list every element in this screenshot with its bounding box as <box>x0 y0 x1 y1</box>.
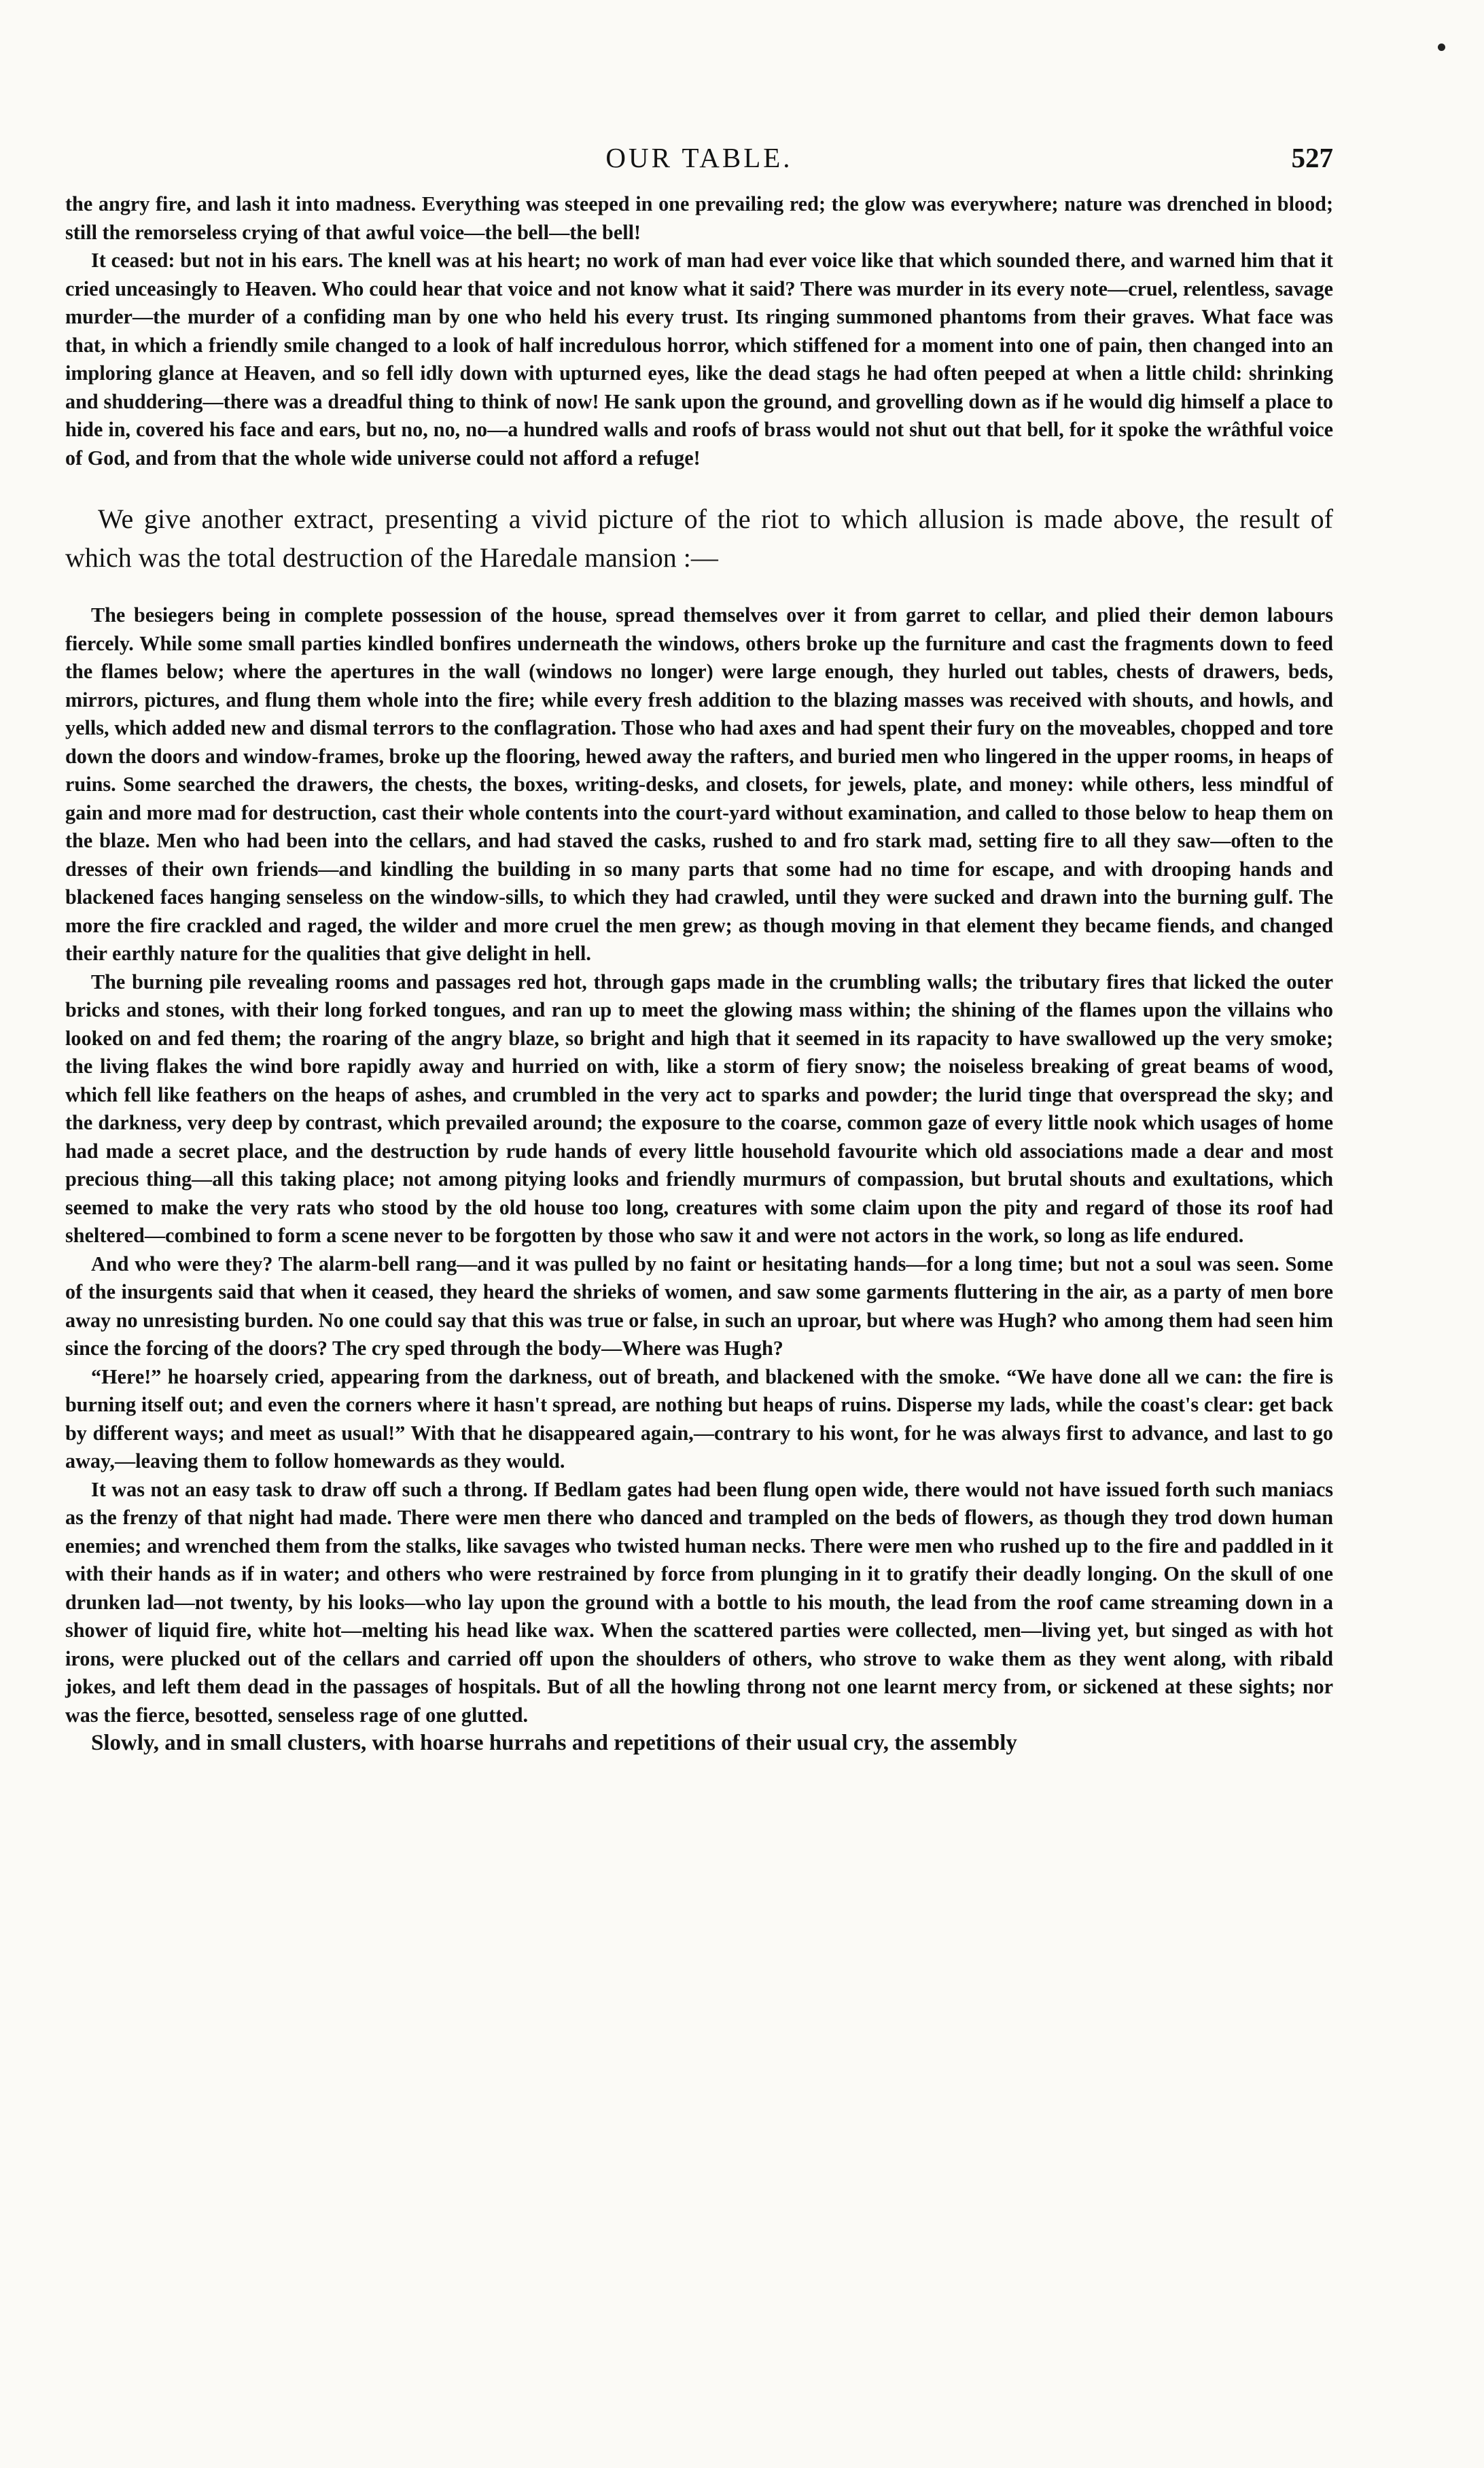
excerpt-one <box>65 190 1333 472</box>
ink-speck <box>1438 43 1445 51</box>
running-head: OUR TABLE. <box>605 142 793 173</box>
page-header <box>65 133 1333 190</box>
excerpt-two-paragraph: It was not an easy task to draw off such a throng. If Bedlam gates had been flung open wide, there would not have issued forth such maniacs as the frenzy of that night had made. There were men there who danced and trampled on the beds of flowers, as though they trod down human enemies; and wrenched them from the stalks, like savages who twisted human necks. There were men who rushed up to the fire and paddled in it with their hands as if in water; and others who were restrained by force from plunging in it to gratify their deadly longing. On the skull of one drunken lad—not twenty, by his looks—who lay upon the ground with a bottle to his mouth, the lead from the roof came streaming down in a shower of liquid fire, white hot—melting his head like wax. When the scattered parties were collected, men—living yet, but singed as with hot irons, were plucked out of the cellars and carried off upon the shoulders of others, who strove to wake them as they went along, with ribald jokes, and left them dead in the passages of hospitals. But of all the howling throng not one learnt mercy from, or sickened at these sights; nor was the fierce, besotted, senseless rage of one glutted. <box>65 1477 1333 1727</box>
excerpt-two-paragraph: The burning pile revealing rooms and passages red hot, through gaps made in the crumbling walls; the tributary fires that licked the outer bricks and stones, with their long forked tongues, and ran up to meet the glowing mass within; the shining of the flames upon the villains who looked on and fed them; the roaring of the angry blaze, so bright and high that it seemed in its rapacity to have swallowed up the very smoke; the living flakes the wind bore rapidly away and hurried on with, like a storm of fiery snow; the noiseless breaking of great beams of wood, which fell like feathers on the heaps of ashes, and crumbled in the very act to sparks and powder; the lurid tinge that overspread the sky; and the darkness, very deep by contrast, which prevailed around; the exposure to the coarse, common gaze of every little nook which usages of home had made a secret place, and the destruction by rude hands of every little household favourite which old associations made a dear and most precious thing—all this taking place; not among pitying looks and friendly murmurs of compassion, but brutal shouts and exultations, which seemed to make the very rats who stood by the old house too long, creatures with some claim upon the pity and regard of those its roof had sheltered—combined to form a scene never to be forgotten by those who saw it and were not actors in the work, so long as life endured. <box>65 970 1333 1247</box>
excerpt-one-paragraph: It ceased: but not in his ears. The knell was at his heart; no work of man had ever voice like that which sounded there, and warned him that it cried unceasingly to Heaven. Who could hear that voice and not know what it said? There was murder in its every note—cruel, relentless, savage murder—the murder of a confiding man by one who held his every trust. Its ringing summoned phantoms from their graves. What face was that, in which a friendly smile changed to a look of half incredulous horror, which stiffened for a moment into one of pain, then changed into an imploring glance at Heaven, and so fell idly down with upturned eyes, like the dead stags he had often peeped at when a little child: shrinking and shuddering—there was a dreadful thing to think of now! He sank upon the ground, and grovelling down as if he would dig himself a place to hide in, covered his face and ears, but no, no, no—a hundred walls and roofs of brass would not shut out that bell, for it spoke the wrâthful voice of God, and from that the whole wide universe could not afford a refuge! <box>65 249 1333 470</box>
excerpt-two-paragraph: And who were they? The alarm-bell rang—and it was pulled by no faint or hesitating hands—for a long time; but not a soul was seen. Some of the insurgents said that when it ceased, they heard the shrieks of women, and saw some garments fluttering in the air, as a party of men bore away no unresisting burden. No one could say that this was true or false, in such an uproar, but where was Hugh? who among them had seen him since the forcing of the doors? The cry sped through the body—Where was Hugh? <box>65 1252 1333 1360</box>
excerpt-two-paragraph: “Here!” he hoarsely cried, appearing from the darkness, out of breath, and blackened with the smoke. “We have done all we can: the fire is burning itself out; and even the corners where it hasn't spread, are nothing but heaps of ruins. Disperse my lads, while the coast's clear: get back by different ways; and meet as usual!” With that he disappeared again,—contrary to his wont, for he was always first to advance, and last to go away,—leaving them to follow homewards as they would. <box>65 1364 1333 1473</box>
excerpt-two-paragraph: The besiegers being in complete possession of the house, spread themselves over it from garret to cellar, and plied their demon labours fiercely. While some small parties kindled bonfires underneath the windows, others broke up the furniture and cast the fragments down to feed the flames below; where the apertures in the wall (windows no longer) were large enough, they hurled out tables, chests of drawers, beds, mirrors, pictures, and flung them whole into the fire; while every fresh addition to the blazing masses was received with shouts, and howls, and yells, which added new and dismal terrors to the conflagration. Those who had axes and had spent their fury on the moveables, chopped and tore down the doors and window-frames, broke up the flooring, hewed away the rafters, and buried men who lingered in the upper rooms, in heaps of ruins. Some searched the drawers, the chests, the boxes, writing-desks, and closets, for jewels, plate, and money: while others, less mindful of gain and more mad for destruction, cast their whole contents into the court-yard without examination, and called to those below to heap them on the blaze. Men who had been into the cellars, and had staved the casks, rushed to and fro stark mad, setting fire to all they saw—often to the dresses of their own friends—and kindling the building in so many parts that some had no time for escape, and with drooping hands and blackened faces hanging senseless on the window-sills, to which they had crawled, until they were sucked and drawn into the burning gulf. The more the fire crackled and raged, the wilder and more cruel the men grew; as though moving in that element they became fiends, and changed their earthly nature for the qualities that give delight in hell. <box>65 603 1333 965</box>
excerpt-two <box>65 601 1333 1758</box>
page-number: 527 <box>1291 142 1333 173</box>
excerpt-one-paragraph: the angry fire, and lash it into madness. Everything was steeped in one prevailing red; the glow was everywhere; nature was drenched in blood; still the remorseless crying of that awful voice—the bell—the bell! <box>65 192 1333 244</box>
book-page <box>65 133 1333 2430</box>
editorial-transition: We give another extract, presenting a vivid picture of the riot to which allusion is made above, the result of which was the total destruction of the Haredale mansion :— <box>65 504 1333 573</box>
excerpt-two-paragraph: Slowly, and in small clusters, with hoarse hurrahs and repetitions of their usual cry, the assembly <box>91 1731 1017 1755</box>
